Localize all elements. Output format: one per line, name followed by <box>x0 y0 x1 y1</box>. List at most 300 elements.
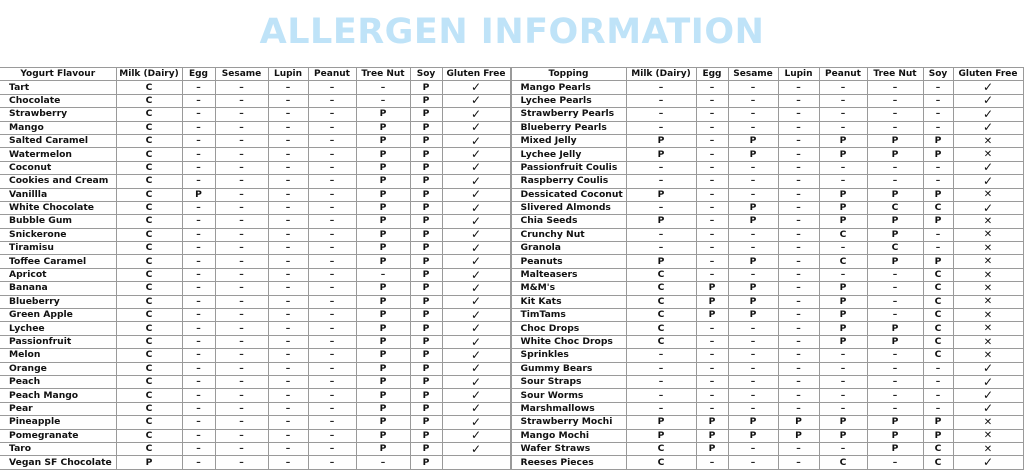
allergen-cell-peanut: – <box>819 81 867 94</box>
allergen-cell-lupin: – <box>778 148 819 161</box>
allergen-cell-lupin: – <box>268 268 308 281</box>
allergen-cell-lupin: – <box>268 282 308 295</box>
allergen-cell-soy: P <box>410 108 442 121</box>
allergen-cell-lupin: – <box>268 108 308 121</box>
check-icon: ✓ <box>953 402 1023 415</box>
table-row <box>0 94 510 107</box>
allergen-cell-tree-nut: – <box>356 81 410 94</box>
allergen-cell-lupin: – <box>778 215 819 228</box>
allergen-cell-sesame: P <box>728 201 778 214</box>
allergen-cell-milk: – <box>626 201 696 214</box>
allergen-cell-milk: C <box>626 309 696 322</box>
allergen-cell-peanut: P <box>819 215 867 228</box>
table-row <box>511 215 1023 228</box>
allergen-cell-soy: P <box>410 148 442 161</box>
gluten-free-cell <box>442 456 510 469</box>
item-name: M&M's <box>511 282 626 295</box>
allergen-cell-sesame: – <box>215 335 268 348</box>
check-icon: ✓ <box>442 295 510 308</box>
allergen-cell-sesame: P <box>728 416 778 429</box>
table-row <box>511 362 1023 375</box>
allergen-cell-sesame: – <box>728 442 778 455</box>
check-icon: ✓ <box>953 108 1023 121</box>
allergen-cell-peanut: – <box>308 161 356 174</box>
allergen-cell-sesame: P <box>728 148 778 161</box>
allergen-cell-milk: – <box>626 349 696 362</box>
allergen-cell-tree-nut: – <box>867 456 923 469</box>
check-icon: ✓ <box>442 416 510 429</box>
allergen-cell-soy: C <box>923 442 953 455</box>
allergen-cell-sesame: – <box>215 389 268 402</box>
allergen-cell-peanut: – <box>819 161 867 174</box>
allergen-cell-egg: – <box>696 402 728 415</box>
allergen-cell-milk: C <box>116 175 182 188</box>
allergen-cell-tree-nut: – <box>867 161 923 174</box>
allergen-cell-tree-nut: – <box>867 121 923 134</box>
allergen-cell-tree-nut: P <box>867 416 923 429</box>
allergen-cell-lupin: – <box>268 295 308 308</box>
allergen-cell-egg: – <box>182 322 215 335</box>
table-row <box>0 161 510 174</box>
table-row <box>0 362 510 375</box>
cross-icon: ✕ <box>953 416 1023 429</box>
allergen-cell-tree-nut: P <box>867 148 923 161</box>
item-name: Mango Pearls <box>511 81 626 94</box>
allergen-cell-milk: P <box>116 456 182 469</box>
allergen-cell-soy: – <box>923 389 953 402</box>
allergen-cell-soy: P <box>410 375 442 388</box>
table-row <box>511 456 1023 469</box>
allergen-cell-soy: C <box>923 309 953 322</box>
allergen-cell-milk: C <box>116 389 182 402</box>
allergen-cell-tree-nut: P <box>867 188 923 201</box>
table-row <box>511 416 1023 429</box>
allergen-cell-tree-nut: C <box>867 242 923 255</box>
item-name: Salted Caramel <box>0 134 116 147</box>
allergen-cell-milk: C <box>116 215 182 228</box>
allergen-cell-milk: C <box>626 322 696 335</box>
allergen-cell-sesame: P <box>728 282 778 295</box>
allergen-cell-lupin: – <box>778 335 819 348</box>
allergen-cell-peanut: C <box>819 255 867 268</box>
table-row <box>0 201 510 214</box>
item-name: TimTams <box>511 309 626 322</box>
allergen-cell-tree-nut: P <box>867 215 923 228</box>
allergen-cell-milk: – <box>626 228 696 241</box>
cross-icon: ✕ <box>953 335 1023 348</box>
item-name: Chia Seeds <box>511 215 626 228</box>
allergen-cell-milk: C <box>116 188 182 201</box>
check-icon: ✓ <box>442 322 510 335</box>
allergen-cell-sesame: P <box>728 309 778 322</box>
allergen-cell-tree-nut: P <box>867 322 923 335</box>
allergen-cell-lupin: – <box>268 349 308 362</box>
item-name: Strawberry <box>0 108 116 121</box>
allergen-cell-milk: C <box>116 94 182 107</box>
allergen-cell-milk: C <box>116 255 182 268</box>
allergen-cell-egg: – <box>182 134 215 147</box>
check-icon: ✓ <box>442 201 510 214</box>
check-icon: ✓ <box>442 242 510 255</box>
table-row <box>0 81 510 94</box>
table-row <box>511 402 1023 415</box>
allergen-cell-sesame: P <box>728 429 778 442</box>
allergen-cell-soy: P <box>410 161 442 174</box>
allergen-cell-egg: – <box>696 134 728 147</box>
allergen-cell-sesame: – <box>215 81 268 94</box>
item-name: Apricot <box>0 268 116 281</box>
allergen-cell-sesame: P <box>728 215 778 228</box>
allergen-cell-lupin: – <box>268 188 308 201</box>
table-row <box>511 121 1023 134</box>
allergen-cell-lupin: – <box>778 134 819 147</box>
table-row <box>0 322 510 335</box>
allergen-cell-tree-nut: P <box>356 322 410 335</box>
allergen-cell-soy: P <box>410 121 442 134</box>
table-row <box>0 255 510 268</box>
allergen-cell-lupin: – <box>778 228 819 241</box>
allergen-cell-sesame: – <box>215 161 268 174</box>
allergen-cell-tree-nut: – <box>867 389 923 402</box>
allergen-cell-tree-nut: – <box>867 94 923 107</box>
allergen-cell-milk: – <box>626 242 696 255</box>
allergen-cell-peanut: P <box>819 201 867 214</box>
check-icon: ✓ <box>442 161 510 174</box>
allergen-cell-sesame: – <box>215 282 268 295</box>
header-tree-nut: Tree Nut <box>356 68 410 81</box>
item-name: Pomegranate <box>0 429 116 442</box>
allergen-cell-peanut: – <box>819 175 867 188</box>
allergen-cell-lupin: – <box>268 201 308 214</box>
check-icon: ✓ <box>442 375 510 388</box>
item-name: Cookies and Cream <box>0 175 116 188</box>
allergen-cell-milk: C <box>626 282 696 295</box>
check-icon: ✓ <box>953 201 1023 214</box>
allergen-cell-sesame: – <box>728 389 778 402</box>
allergen-cell-peanut: – <box>308 309 356 322</box>
item-name: Blueberry <box>0 295 116 308</box>
allergen-cell-lupin: – <box>268 429 308 442</box>
allergen-cell-soy: P <box>410 309 442 322</box>
allergen-tables <box>0 67 1024 470</box>
check-icon: ✓ <box>442 215 510 228</box>
allergen-cell-lupin: – <box>778 282 819 295</box>
allergen-cell-milk: C <box>626 335 696 348</box>
allergen-cell-lupin: – <box>778 309 819 322</box>
allergen-cell-tree-nut: – <box>356 94 410 107</box>
allergen-cell-peanut: – <box>308 429 356 442</box>
item-name: Mixed Jelly <box>511 134 626 147</box>
check-icon: ✓ <box>442 255 510 268</box>
allergen-cell-peanut: P <box>819 295 867 308</box>
cross-icon: ✕ <box>953 349 1023 362</box>
allergen-cell-sesame: – <box>728 375 778 388</box>
allergen-cell-milk: P <box>626 215 696 228</box>
table-row <box>0 242 510 255</box>
allergen-cell-soy: P <box>923 148 953 161</box>
allergen-cell-peanut: – <box>308 188 356 201</box>
item-name: Blueberry Pearls <box>511 121 626 134</box>
item-name: Peanuts <box>511 255 626 268</box>
table-row <box>511 442 1023 455</box>
item-name: Strawberry Mochi <box>511 416 626 429</box>
header-tree-nut: Tree Nut <box>867 68 923 81</box>
allergen-cell-peanut: – <box>819 121 867 134</box>
allergen-cell-soy: P <box>410 255 442 268</box>
allergen-cell-egg: – <box>696 161 728 174</box>
allergen-cell-soy: – <box>923 362 953 375</box>
allergen-cell-peanut: – <box>308 215 356 228</box>
allergen-cell-peanut: – <box>308 389 356 402</box>
allergen-cell-egg: – <box>182 242 215 255</box>
yogurt-table-body <box>0 81 510 469</box>
allergen-cell-tree-nut: P <box>356 148 410 161</box>
allergen-cell-soy: P <box>410 389 442 402</box>
item-name: Passionfruit <box>0 335 116 348</box>
allergen-cell-soy: P <box>410 456 442 469</box>
allergen-cell-soy: P <box>410 215 442 228</box>
allergen-cell-tree-nut: – <box>867 282 923 295</box>
allergen-cell-milk: C <box>116 335 182 348</box>
allergen-cell-tree-nut: P <box>356 429 410 442</box>
table-row <box>511 108 1023 121</box>
table-row <box>511 81 1023 94</box>
check-icon: ✓ <box>442 282 510 295</box>
allergen-cell-milk: C <box>116 416 182 429</box>
allergen-cell-tree-nut: P <box>356 309 410 322</box>
table-row <box>0 215 510 228</box>
allergen-cell-soy: – <box>923 175 953 188</box>
allergen-cell-egg: – <box>182 228 215 241</box>
item-name: Sour Worms <box>511 389 626 402</box>
allergen-cell-soy: C <box>923 201 953 214</box>
table-row <box>511 295 1023 308</box>
allergen-cell-tree-nut: – <box>867 268 923 281</box>
allergen-cell-soy: P <box>923 429 953 442</box>
allergen-cell-tree-nut: P <box>867 228 923 241</box>
table-row <box>0 402 510 415</box>
allergen-cell-lupin: – <box>268 375 308 388</box>
table-row <box>511 335 1023 348</box>
allergen-cell-milk: C <box>116 242 182 255</box>
allergen-cell-soy: P <box>410 322 442 335</box>
allergen-cell-peanut: – <box>308 175 356 188</box>
allergen-cell-soy: – <box>923 402 953 415</box>
allergen-cell-tree-nut: – <box>867 175 923 188</box>
item-name: Watermelon <box>0 148 116 161</box>
allergen-cell-egg: – <box>182 402 215 415</box>
allergen-cell-egg: – <box>696 201 728 214</box>
header-sesame: Sesame <box>215 68 268 81</box>
table-row <box>511 268 1023 281</box>
allergen-cell-egg: – <box>696 255 728 268</box>
header-gluten-free: Gluten Free <box>442 68 510 81</box>
allergen-cell-sesame: – <box>215 375 268 388</box>
allergen-cell-egg: P <box>696 309 728 322</box>
allergen-cell-peanut: – <box>308 121 356 134</box>
check-icon: ✓ <box>442 108 510 121</box>
allergen-cell-lupin: – <box>778 94 819 107</box>
table-row <box>511 161 1023 174</box>
table-row <box>0 148 510 161</box>
allergen-cell-milk: C <box>116 322 182 335</box>
item-name: Granola <box>511 242 626 255</box>
allergen-cell-sesame: – <box>215 295 268 308</box>
item-name: Gummy Bears <box>511 362 626 375</box>
allergen-cell-tree-nut: P <box>356 175 410 188</box>
check-icon: ✓ <box>442 268 510 281</box>
table-row <box>511 349 1023 362</box>
cross-icon: ✕ <box>953 309 1023 322</box>
cross-icon: ✕ <box>953 228 1023 241</box>
allergen-cell-sesame: – <box>728 349 778 362</box>
allergen-cell-peanut: – <box>308 201 356 214</box>
allergen-cell-lupin: – <box>778 402 819 415</box>
yogurt-flavour-table <box>0 67 511 470</box>
allergen-cell-peanut: – <box>819 242 867 255</box>
allergen-cell-egg: – <box>696 121 728 134</box>
item-name: Bubble Gum <box>0 215 116 228</box>
allergen-cell-lupin: – <box>778 389 819 402</box>
allergen-cell-tree-nut: – <box>867 375 923 388</box>
allergen-cell-milk: C <box>116 121 182 134</box>
allergen-cell-soy: P <box>410 442 442 455</box>
allergen-cell-sesame: – <box>728 268 778 281</box>
allergen-cell-lupin: – <box>778 456 819 469</box>
allergen-cell-milk: P <box>626 255 696 268</box>
allergen-cell-sesame: – <box>215 175 268 188</box>
allergen-cell-sesame: – <box>215 322 268 335</box>
allergen-cell-egg: – <box>696 108 728 121</box>
allergen-cell-soy: – <box>923 81 953 94</box>
table-row <box>511 175 1023 188</box>
allergen-cell-peanut: – <box>308 362 356 375</box>
header-milk: Milk (Dairy) <box>626 68 696 81</box>
allergen-cell-egg: – <box>182 362 215 375</box>
allergen-cell-peanut: – <box>819 402 867 415</box>
check-icon: ✓ <box>442 121 510 134</box>
allergen-cell-lupin: – <box>268 416 308 429</box>
table-row <box>511 429 1023 442</box>
header-topping: Topping <box>511 68 626 81</box>
allergen-cell-tree-nut: P <box>356 255 410 268</box>
allergen-cell-soy: P <box>410 242 442 255</box>
allergen-cell-milk: C <box>626 268 696 281</box>
allergen-cell-soy: P <box>410 402 442 415</box>
cross-icon: ✕ <box>953 148 1023 161</box>
allergen-cell-tree-nut: P <box>356 416 410 429</box>
allergen-cell-tree-nut: P <box>356 335 410 348</box>
allergen-cell-soy: P <box>923 188 953 201</box>
cross-icon: ✕ <box>953 295 1023 308</box>
allergen-cell-lupin: – <box>268 81 308 94</box>
allergen-cell-tree-nut: P <box>356 134 410 147</box>
allergen-cell-sesame: – <box>728 81 778 94</box>
allergen-cell-sesame: – <box>215 201 268 214</box>
item-name: Banana <box>0 282 116 295</box>
allergen-cell-milk: C <box>116 268 182 281</box>
allergen-cell-peanut: P <box>819 322 867 335</box>
allergen-cell-lupin: – <box>268 94 308 107</box>
allergen-cell-lupin: – <box>778 295 819 308</box>
header-milk: Milk (Dairy) <box>116 68 182 81</box>
allergen-cell-soy: C <box>923 456 953 469</box>
allergen-cell-soy: P <box>410 134 442 147</box>
allergen-cell-milk: P <box>626 134 696 147</box>
allergen-cell-lupin: – <box>268 175 308 188</box>
allergen-cell-lupin: – <box>778 81 819 94</box>
cross-icon: ✕ <box>953 442 1023 455</box>
allergen-cell-peanut: – <box>308 242 356 255</box>
allergen-cell-milk: – <box>626 81 696 94</box>
item-name: Raspberry Coulis <box>511 175 626 188</box>
table-row <box>0 268 510 281</box>
check-icon: ✓ <box>442 389 510 402</box>
allergen-cell-sesame: P <box>728 295 778 308</box>
allergen-cell-lupin: – <box>778 442 819 455</box>
allergen-cell-milk: C <box>116 108 182 121</box>
allergen-cell-milk: – <box>626 362 696 375</box>
allergen-cell-lupin: – <box>268 309 308 322</box>
item-name: Kit Kats <box>511 295 626 308</box>
allergen-cell-milk: – <box>626 389 696 402</box>
allergen-cell-tree-nut: P <box>356 442 410 455</box>
allergen-cell-egg: – <box>696 215 728 228</box>
allergen-cell-tree-nut: P <box>356 349 410 362</box>
allergen-cell-soy: – <box>923 242 953 255</box>
allergen-cell-egg: – <box>696 349 728 362</box>
allergen-cell-sesame: – <box>215 148 268 161</box>
allergen-cell-egg: – <box>182 349 215 362</box>
allergen-cell-lupin: – <box>778 175 819 188</box>
allergen-cell-milk: C <box>116 402 182 415</box>
allergen-cell-peanut: – <box>308 255 356 268</box>
allergen-cell-tree-nut: P <box>356 402 410 415</box>
check-icon: ✓ <box>953 389 1023 402</box>
table-row <box>0 295 510 308</box>
item-name: Dessicated Coconut <box>511 188 626 201</box>
allergen-cell-soy: P <box>410 295 442 308</box>
item-name: White Choc Drops <box>511 335 626 348</box>
allergen-cell-soy: P <box>923 416 953 429</box>
allergen-cell-lupin: – <box>778 362 819 375</box>
allergen-cell-tree-nut: P <box>356 108 410 121</box>
allergen-cell-peanut: – <box>308 282 356 295</box>
allergen-cell-milk: C <box>116 134 182 147</box>
allergen-cell-sesame: – <box>215 134 268 147</box>
allergen-cell-egg: – <box>182 175 215 188</box>
item-name: Toffee Caramel <box>0 255 116 268</box>
allergen-cell-egg: – <box>182 309 215 322</box>
allergen-cell-soy: P <box>410 416 442 429</box>
allergen-cell-egg: – <box>696 389 728 402</box>
allergen-cell-milk: C <box>116 295 182 308</box>
allergen-cell-soy: P <box>410 335 442 348</box>
allergen-cell-milk: C <box>116 228 182 241</box>
header-peanut: Peanut <box>819 68 867 81</box>
allergen-cell-peanut: – <box>308 94 356 107</box>
allergen-cell-lupin: – <box>778 322 819 335</box>
allergen-cell-lupin: – <box>268 362 308 375</box>
allergen-cell-lupin: – <box>778 161 819 174</box>
table-row <box>0 389 510 402</box>
allergen-cell-tree-nut: – <box>356 268 410 281</box>
allergen-cell-tree-nut: P <box>356 282 410 295</box>
allergen-cell-tree-nut: – <box>867 81 923 94</box>
header-egg: Egg <box>696 68 728 81</box>
item-name: White Chocolate <box>0 201 116 214</box>
allergen-cell-tree-nut: – <box>867 108 923 121</box>
